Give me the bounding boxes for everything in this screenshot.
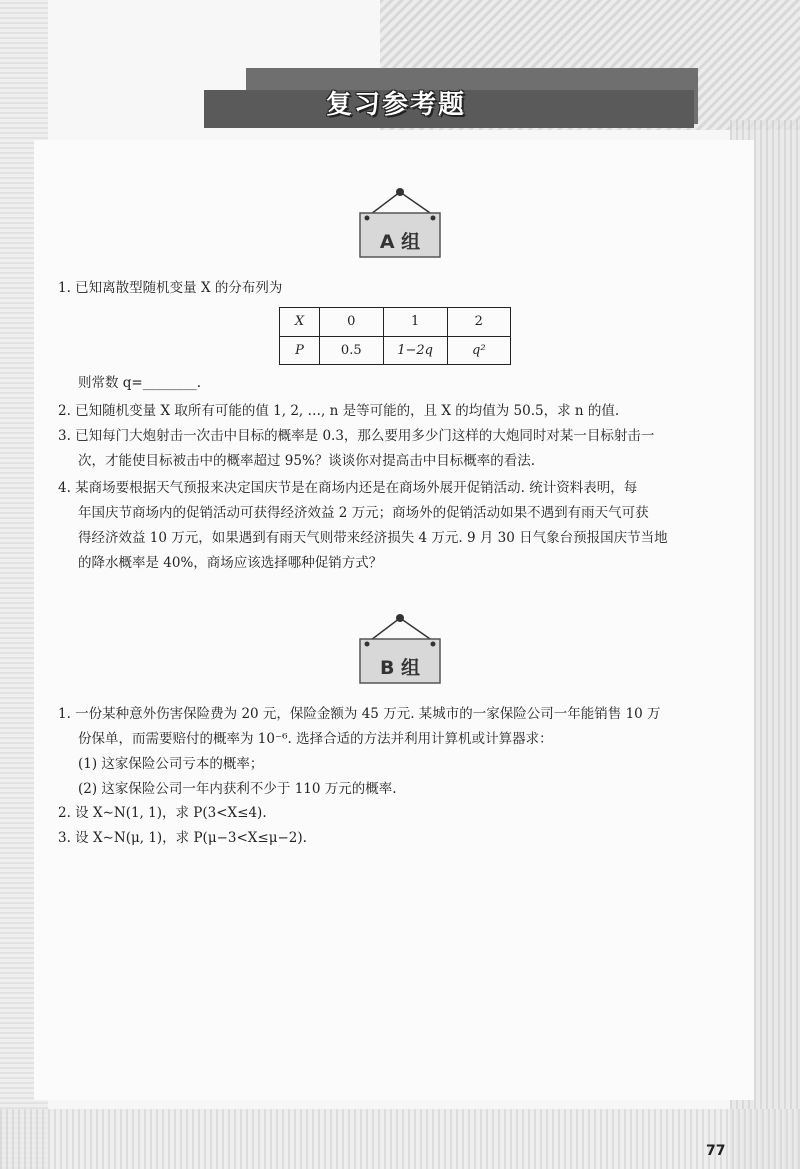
page-title: 复习参考题 bbox=[326, 90, 467, 120]
a-q4-line4: 的降水概率是 40%，商场应该选择哪种促销方式？ bbox=[78, 555, 383, 571]
group-b-sign bbox=[355, 613, 445, 687]
table-cell: q² bbox=[447, 336, 510, 365]
a-q2-text: 2. 已知随机变量 X 取所有可能的值 1, 2, …, n 是等可能的，且 X 的均值为 50.5，求 n 的值. bbox=[58, 403, 620, 419]
a-q4-line3: 得经济效益 10 万元，如果遇到有雨天气则带来经济损失 4 万元. 9 月 30 日气象台预报国庆节当地 bbox=[78, 530, 668, 546]
a-q3-line2: 次，才能使目标被击中的概率超过 95%？谈谈你对提高击中目标概率的看法. bbox=[78, 453, 536, 469]
b-q2-text: 2. 设 X∼N(1, 1)，求 P(3<X≤4). bbox=[58, 805, 267, 821]
table-cell: X bbox=[280, 308, 320, 337]
b-q1-line2: 份保单，而需要赔付的概率为 10⁻⁶. 选择合适的方法并利用计算机或计算器求： bbox=[78, 731, 553, 747]
table-cell: 0.5 bbox=[319, 336, 383, 365]
table-cell: P bbox=[280, 336, 320, 365]
table-row-x bbox=[280, 308, 511, 337]
table-cell: 1 bbox=[383, 308, 447, 337]
group-b-label: B 组 bbox=[379, 657, 421, 679]
group-a-sign bbox=[355, 187, 445, 261]
a-q4-line1: 4. 某商场要根据天气预报来决定国庆节是在商场内还是在商场外展开促销活动. 统计资料表明，每 bbox=[58, 480, 638, 496]
b-q1-line1: 1. 一份某种意外伤害保险费为 20 元，保险金额为 45 万元. 某城市的一家保险公司一年能销售 10 万 bbox=[58, 706, 661, 722]
table-cell: 2 bbox=[447, 308, 510, 337]
table-cell: 1−2q bbox=[383, 336, 447, 365]
a-q1-text: 1. 已知离散型随机变量 X 的分布列为 bbox=[58, 280, 283, 296]
b-q1-sub1: (1) 这家保险公司亏本的概率； bbox=[78, 756, 264, 772]
a-q4-line2: 年国庆节商场内的促销活动可获得经济效益 2 万元；商场外的促销活动如果不遇到有雨天气可获 bbox=[78, 505, 649, 521]
a-q3-line1: 3. 已知每门大炮射击一次击中目标的概率是 0.3，那么要用多少门这样的大炮同时对某一目标射击一 bbox=[58, 428, 655, 444]
b-q3-text: 3. 设 X∼N(μ, 1)，求 P(μ−3<X≤μ−2). bbox=[58, 830, 307, 846]
table-row-p bbox=[280, 336, 511, 365]
scan-texture-bottom bbox=[0, 1109, 800, 1169]
b-q1-sub2: (2) 这家保险公司一年内获利不少于 110 万元的概率. bbox=[78, 781, 397, 797]
page-number: 77 bbox=[706, 1143, 726, 1159]
group-a-label: A 组 bbox=[379, 231, 421, 253]
a-q1-answer-line: 则常数 q=________. bbox=[78, 375, 202, 391]
distribution-table bbox=[279, 307, 511, 365]
table-cell: 0 bbox=[319, 308, 383, 337]
